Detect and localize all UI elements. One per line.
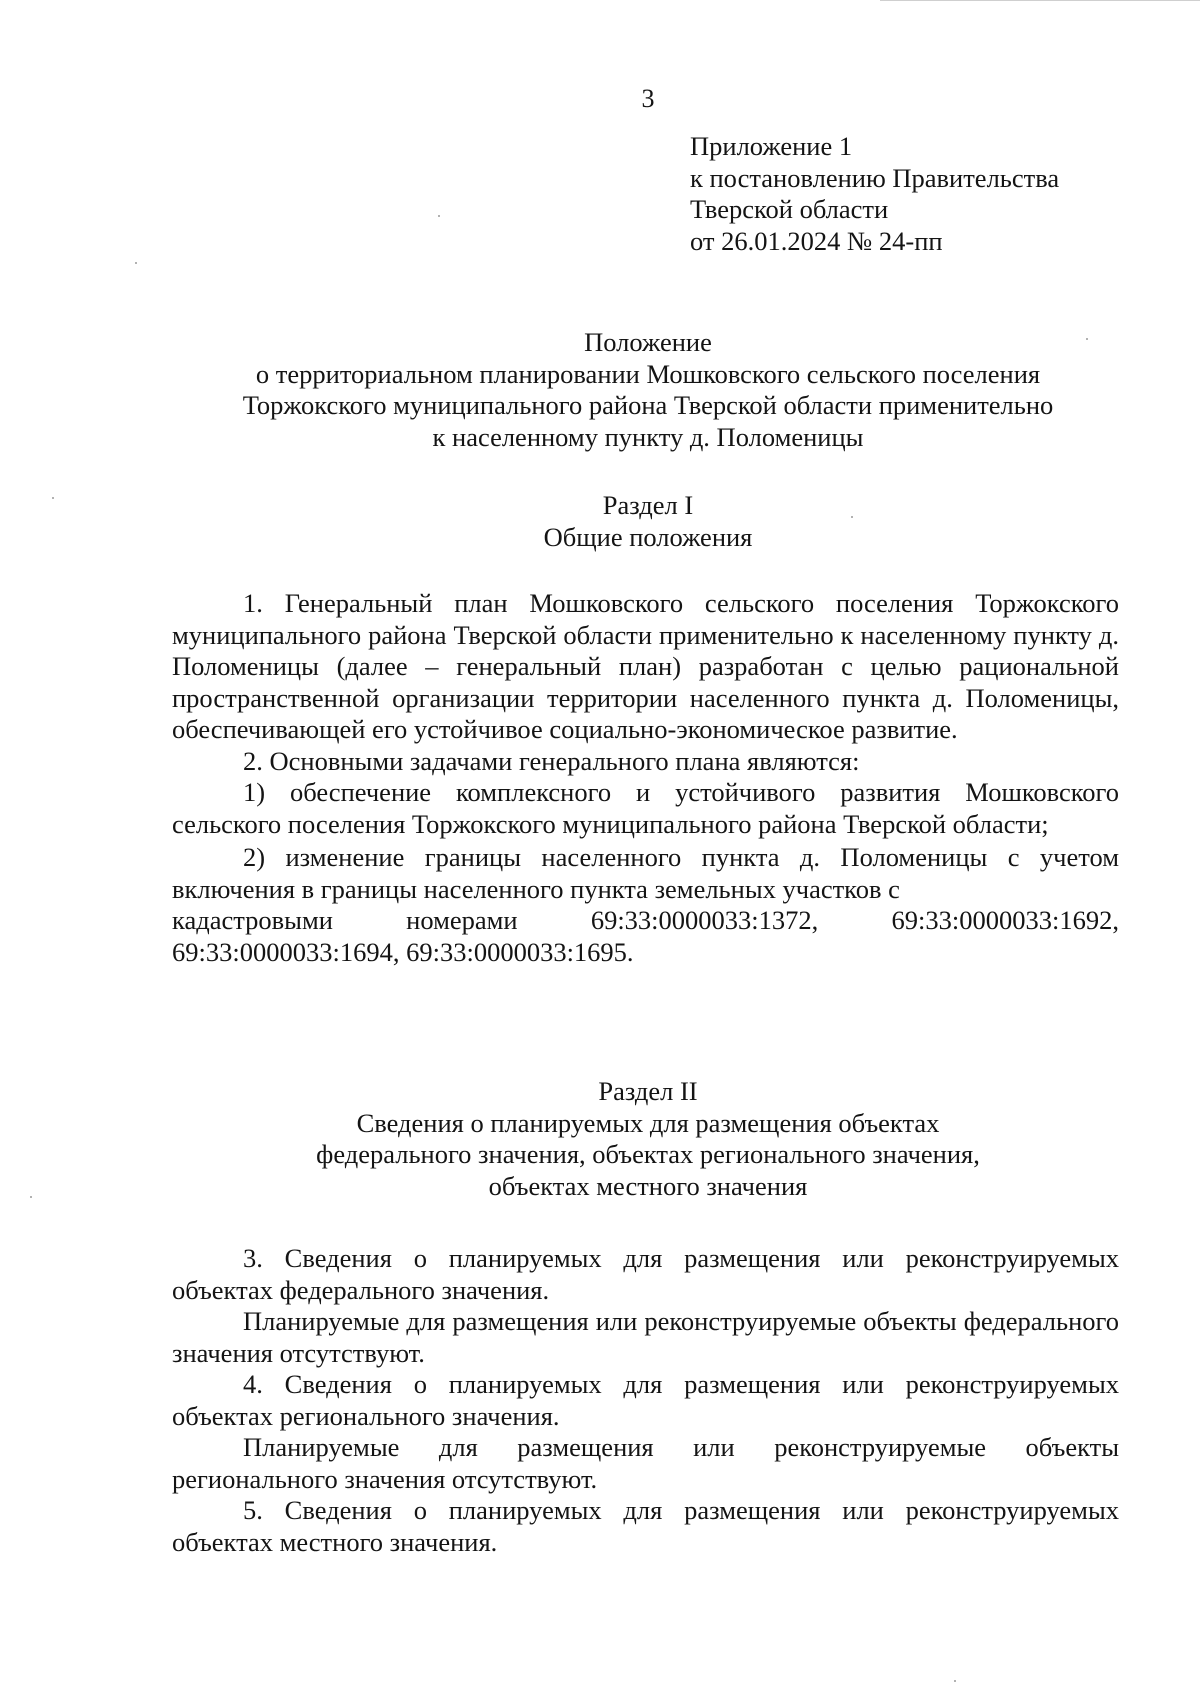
document-title — [172, 327, 1124, 453]
paragraph-3: 3. Сведения о планируемых для размещения или реконструируемых объектах федерального значения. — [172, 1243, 1119, 1305]
scan-speck — [135, 262, 137, 264]
page-number: 3 — [641, 84, 655, 113]
title-line-4: к населенному пункту д. Поломеницы — [432, 421, 864, 452]
section-1-heading — [172, 490, 1124, 553]
scan-speck — [851, 516, 853, 518]
appendix-line-1: Приложение 1 — [690, 131, 853, 161]
appendix-line-2: к постановлению Правительства — [690, 162, 1060, 193]
scan-speck — [52, 497, 54, 499]
appendix-line-3: Тверской области — [690, 194, 889, 224]
paragraph-2: 2. Основными задачами генерального плана являются: — [243, 745, 860, 776]
paragraph-1: 1. Генеральный план Мошковского сельского поселения Торжокского муниципального района Тверской области применительно к населенному пункту д. Поломеницы (далее – генеральный план) разработан с целью рациональной пространственной организации территории населенного пункта д. Поломеницы, обеспечивающей его устойчивое социально-экономическое развитие. — [172, 588, 1119, 744]
cadastral-label: кадастровыми — [172, 905, 333, 935]
section-2-number: Раздел II — [598, 1076, 698, 1106]
section-1-name: Общие положения — [543, 521, 753, 552]
paragraph-5: 5. Сведения о планируемых для размещения или реконструируемых объектах местного значения. — [172, 1495, 1119, 1557]
paragraph-2-item-1: 1) обеспечение комплексного и устойчивого развития Мошковского сельского поселения Торжокского муниципального района Тверской области; — [172, 777, 1119, 839]
scan-speck — [1086, 338, 1088, 340]
title-line-1: Положение — [584, 327, 712, 357]
cadastral-numbers-line — [172, 905, 1119, 937]
scan-speck — [954, 1680, 956, 1682]
cadastral-number-2: 69:33:0000033:1692, — [891, 905, 1119, 935]
appendix-line-4: от 26.01.2024 № 24-пп — [690, 225, 943, 256]
section-2-name-line-1: Сведения о планируемых для размещения объектах — [356, 1107, 940, 1138]
title-line-2: о территориальном планировании Мошковского сельского поселения — [255, 358, 1041, 389]
section-1-number: Раздел I — [602, 490, 694, 520]
paragraph-4: 4. Сведения о планируемых для размещения или реконструируемых объектах регионального значения. — [172, 1369, 1119, 1431]
paragraph-2-item-2: 2) изменение границы населенного пункта д. Поломеницы с учетом включения в границы населенного пункта земельных участков с — [172, 842, 1119, 904]
title-line-3: Торжокского муниципального района Тверской области применительно — [242, 390, 1054, 420]
appendix-reference — [690, 131, 1059, 257]
cadastral-number-1: 69:33:0000033:1372, — [590, 905, 819, 935]
cadastral-word: номерами — [406, 905, 518, 935]
section-2-name-line-3: объектах местного значения — [488, 1170, 808, 1201]
scan-edge-line — [880, 0, 1200, 1]
section-2-name-line-2: федерального значения, объектах регионального значения, — [316, 1139, 980, 1169]
section-2-body — [172, 1243, 1119, 1558]
paragraph-3-note: Планируемые для размещения или реконструируемые объекты федерального значения отсутствуют. — [172, 1306, 1119, 1368]
cadastral-numbers-last-line: 69:33:0000033:1694, 69:33:0000033:1695. — [172, 936, 634, 967]
section-1-body — [172, 588, 1119, 968]
scan-speck — [438, 215, 440, 217]
section-2-heading — [172, 1076, 1124, 1202]
paragraph-4-note: Планируемые для размещения или реконструируемые объекты регионального значения отсутствуют. — [172, 1432, 1119, 1494]
scan-speck — [30, 1196, 32, 1198]
